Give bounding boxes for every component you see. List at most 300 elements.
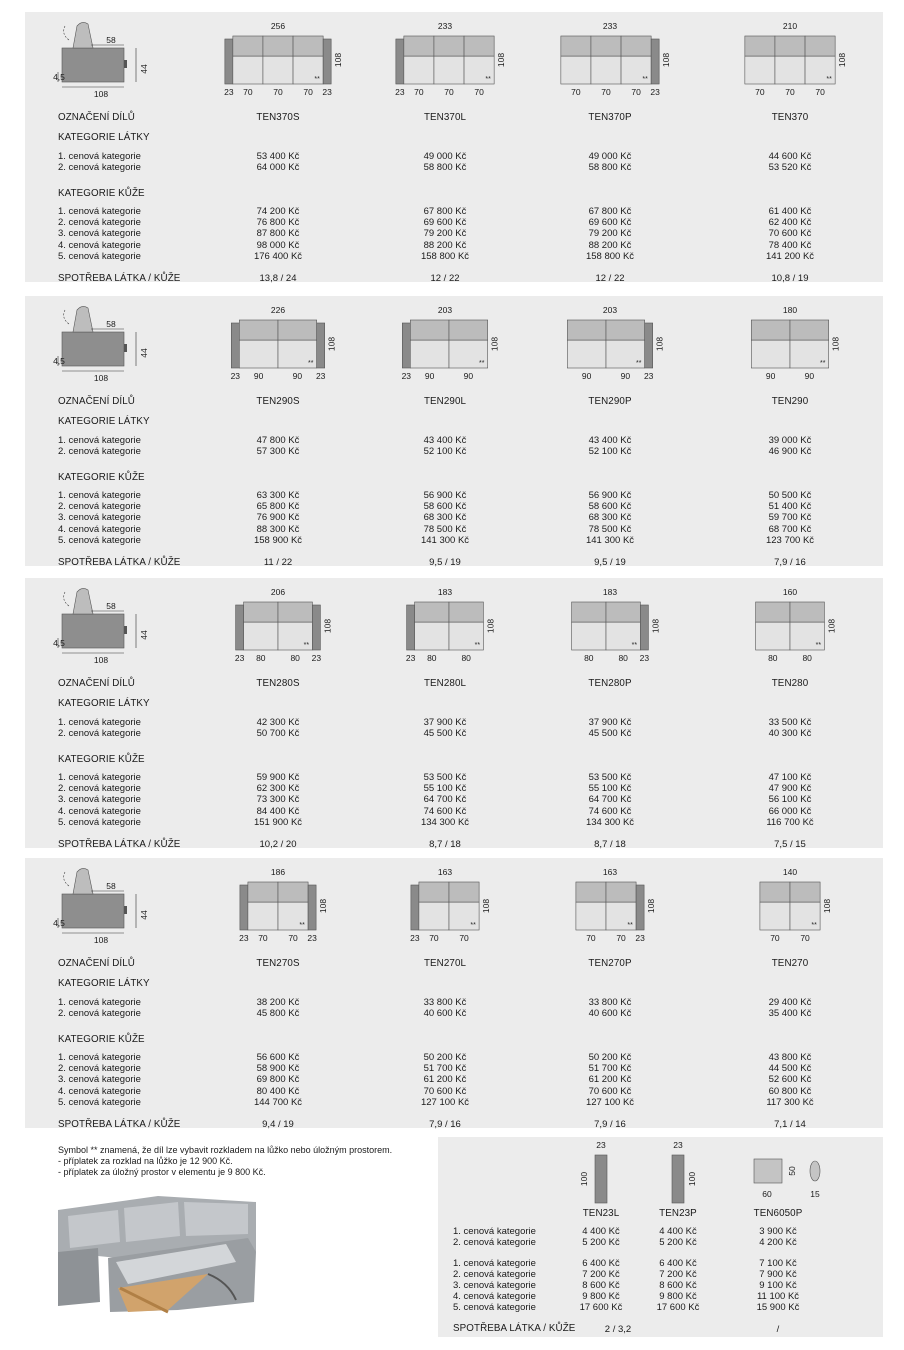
leather-price: 68 700 Kč: [768, 523, 812, 535]
sofa-width-label: 233: [437, 21, 453, 31]
leather-price: 69 600 Kč: [588, 217, 632, 229]
accessory-height-label: 100: [687, 1171, 697, 1187]
leather-price: 56 900 Kč: [423, 490, 467, 501]
seat-cushion: [248, 902, 278, 930]
leather-price: 69 800 Kč: [256, 1074, 300, 1086]
sofa-dimension-label: 90: [292, 371, 303, 381]
leather-price: 88 200 Kč: [423, 239, 467, 251]
fabric-price: 33 800 Kč: [423, 997, 467, 1008]
fabric-price: 35 400 Kč: [768, 1008, 812, 1019]
leather-price: 11 100 Kč: [756, 1291, 800, 1302]
leather-price: 70 600 Kč: [588, 1085, 632, 1097]
profile-seat-shape: [62, 332, 124, 366]
sofa-dimension-label: 80: [427, 653, 437, 663]
seat-cushion: [410, 340, 449, 368]
footnote-line: Symbol ** znamená, že díl lze vybavit rozkladem na lůžko nebo úložným prostorem.: [58, 1145, 393, 1155]
sofa-dimension-label: 70: [770, 933, 780, 943]
leather-price: 70 600 Kč: [423, 1085, 467, 1097]
leather-price: 158 800 Kč: [420, 250, 470, 262]
leather-price: 134 300 Kč: [585, 816, 635, 828]
fabric-price: 44 600 Kč: [768, 151, 812, 162]
model-code: TEN370S: [256, 112, 300, 123]
panel-diagrams: [25, 858, 883, 968]
sofa-dimension-label: 23: [239, 933, 249, 943]
bed-storage-symbol: **: [485, 76, 491, 83]
sofa-profile-diagram: [58, 868, 136, 933]
price-category-label: 4. cenová kategorie: [58, 523, 141, 535]
fabric-price: 3 900 Kč: [759, 1226, 797, 1237]
model-code: TEN280P: [588, 678, 632, 689]
leather-price: 116 700 Kč: [766, 816, 814, 828]
sofa-top-view-ten290: [751, 320, 828, 368]
leather-price: 53 500 Kč: [423, 772, 467, 783]
bed-storage-symbol: **: [299, 922, 305, 929]
sofa-dimension-label: 80: [618, 653, 628, 663]
leather-price: 58 900 Kč: [256, 1063, 300, 1075]
bed-storage-symbol: **: [470, 922, 476, 929]
sofa-width-label: 226: [270, 305, 286, 315]
armrest-right: [317, 323, 325, 368]
fabric-category-heading: KATEGORIE LÁTKY: [58, 978, 150, 989]
sofa-top-view-ten280p: [572, 602, 649, 650]
profile-headrest-shape: [73, 868, 93, 894]
model-code: TEN280: [771, 678, 809, 689]
profile-joint-mark: [124, 906, 127, 914]
profile-depth-label: 58: [106, 35, 116, 45]
armrest-element-shape: [595, 1155, 607, 1203]
consumption-value: 10,8 / 19: [771, 273, 809, 284]
fabric-price: 29 400 Kč: [768, 997, 812, 1008]
bed-storage-symbol: **: [811, 922, 817, 929]
price-category-label: 2. cenová kategorie: [58, 1008, 141, 1019]
armrest-left: [402, 323, 410, 368]
leather-price: 158 900 Kč: [253, 534, 303, 546]
price-category-label: 5. cenová kategorie: [58, 534, 141, 546]
fabric-category-heading: KATEGORIE LÁTKY: [58, 698, 150, 709]
sofa-dimension-label: 80: [802, 653, 812, 663]
sofa-width-label: 183: [437, 587, 453, 597]
armrest-right: [308, 885, 316, 930]
sofa-dimension-label: 90: [424, 371, 435, 381]
fabric-price: 58 800 Kč: [588, 162, 632, 173]
leather-category-heading: KATEGORIE KŮŽE: [58, 1034, 145, 1045]
profile-seat-label: 4,5: [53, 72, 65, 82]
bed-storage-symbol: **: [826, 76, 832, 83]
sofa-width-label: 206: [270, 587, 286, 597]
seat-cushion: [572, 622, 606, 650]
consumption-value: 7,5 / 15: [774, 839, 806, 850]
sofa-depth-label: 108: [318, 898, 329, 914]
backrest-cushion: [621, 36, 651, 56]
consumption-label: SPOTŘEBA LÁTKA / KŮŽE: [58, 1119, 181, 1130]
consumption-value: 9,5 / 19: [594, 557, 626, 568]
seat-cushion: [591, 56, 621, 84]
leather-price: 53 500 Kč: [588, 772, 632, 783]
sofa-depth-label: 108: [489, 336, 500, 352]
backrest-cushion: [278, 602, 312, 622]
armrest-right: [640, 605, 648, 650]
backrest-cushion: [248, 882, 278, 902]
leather-price: 68 300 Kč: [423, 512, 467, 524]
backrest-cushion: [576, 882, 606, 902]
sofa-width-label: 183: [602, 587, 618, 597]
leather-price: 68 300 Kč: [588, 512, 632, 524]
armrest-right: [636, 885, 644, 930]
model-code: TEN290P: [588, 396, 632, 407]
backrest-cushion: [244, 602, 278, 622]
consumption-value: 9,4 / 19: [262, 1119, 294, 1130]
sofa-dimension-label: 70: [586, 933, 596, 943]
sofa-dimension-label: 90: [253, 371, 264, 381]
backrest-cushion: [790, 602, 824, 622]
sofa-dimension-label: 70: [800, 933, 810, 943]
seat-cushion: [419, 902, 449, 930]
model-code: TEN290: [771, 396, 809, 407]
leather-price: 123 700 Kč: [765, 534, 815, 546]
leather-price: 58 600 Kč: [423, 501, 467, 513]
sofa-dimension-label: 23: [311, 653, 322, 663]
sofa-dimension-label: 90: [765, 371, 776, 381]
leather-price: 176 400 Kč: [253, 250, 303, 262]
profile-length-label: 108: [93, 935, 109, 945]
leather-price: 43 800 Kč: [768, 1052, 812, 1063]
fabric-price: 40 300 Kč: [768, 728, 812, 739]
sofa-dimension-label: 90: [620, 371, 631, 381]
sofa-depth-label: 108: [650, 618, 661, 634]
sofa-dimension-label: 23: [643, 371, 654, 381]
model-panel: [25, 578, 883, 848]
accessory-height-label: 100: [579, 1171, 589, 1187]
consumption-value: 10,2 / 20: [259, 839, 297, 850]
sofa-depth-label: 108: [485, 618, 496, 634]
profile-height-label: 44: [139, 630, 149, 640]
seat-cushion: [233, 56, 263, 84]
fabric-price: 4 200 Kč: [759, 1237, 797, 1248]
sofa-dimension-label: 23: [401, 371, 412, 381]
leather-price: 58 600 Kč: [588, 501, 632, 513]
panel-diagrams: [25, 12, 883, 122]
leather-price: 7 200 Kč: [582, 1269, 620, 1280]
sofa-dimension-label: 70: [459, 933, 469, 943]
consumption-value: 9,5 / 19: [429, 557, 461, 568]
profile-length-label: 108: [93, 89, 109, 99]
armrest-left: [396, 39, 404, 84]
sofa-top-view-ten270p: [576, 882, 644, 930]
model-panel: [25, 12, 883, 282]
sofa-width-label: 203: [437, 305, 453, 315]
price-category-label: 3. cenová kategorie: [58, 228, 141, 240]
table-element-shape: [754, 1159, 782, 1183]
leather-price: 55 100 Kč: [588, 783, 632, 795]
price-category-label: 4. cenová kategorie: [58, 239, 141, 251]
leather-price: 61 200 Kč: [588, 1074, 632, 1086]
bed-storage-symbol: **: [478, 360, 485, 367]
price-category-label: 2. cenová kategorie: [58, 783, 141, 795]
consumption-value: 13,8 / 24: [259, 273, 297, 284]
sofa-depth-label: 108: [661, 52, 672, 68]
leather-price: 144 700 Kč: [253, 1096, 303, 1108]
price-category-label: 4. cenová kategorie: [453, 1291, 536, 1302]
leather-price: 51 400 Kč: [768, 501, 812, 513]
leather-price: 56 900 Kč: [588, 490, 632, 501]
fabric-price: 5 200 Kč: [659, 1237, 697, 1248]
backrest-cushion: [591, 36, 621, 56]
sofa-dimension-label: 80: [768, 653, 778, 663]
bed-storage-symbol: **: [815, 642, 822, 649]
sofa-depth-label: 108: [826, 618, 837, 634]
model-code: TEN270S: [256, 958, 300, 969]
backrest-cushion: [464, 36, 494, 56]
backrest-cushion: [805, 36, 835, 56]
profile-joint-mark: [124, 626, 127, 634]
sofa-dimension-label: 23: [395, 87, 405, 97]
model-panel: [25, 858, 883, 1128]
profile-seat-shape: [62, 48, 124, 82]
model-code: TEN290S: [256, 396, 300, 407]
profile-depth-label: 58: [106, 319, 116, 329]
designation-label: OZNAČENÍ DÍLŮ: [58, 678, 135, 689]
recline-arc-icon: [64, 592, 69, 606]
leather-price: 158 800 Kč: [585, 250, 635, 262]
sofa-depth-label: 108: [654, 336, 665, 352]
sofa-top-view-ten370: [745, 36, 835, 84]
price-category-label: 2. cenová kategorie: [453, 1269, 536, 1280]
sofa-dimension-label: 70: [258, 933, 268, 943]
leather-price: 127 100 Kč: [420, 1096, 470, 1108]
sofa-dimension-label: 23: [230, 371, 241, 381]
leather-price: 74 600 Kč: [423, 805, 467, 817]
leather-price: 64 700 Kč: [588, 794, 632, 806]
fabric-price: 39 000 Kč: [768, 435, 812, 446]
price-category-label: 1. cenová kategorie: [453, 1258, 536, 1269]
sofa-width-label: 256: [270, 21, 286, 31]
profile-seat-shape: [62, 894, 124, 928]
sofa-top-view-ten270l: [411, 882, 479, 930]
backrest-cushion: [278, 882, 308, 902]
leather-price: 76 800 Kč: [256, 217, 300, 229]
leather-price: 56 100 Kč: [768, 794, 812, 806]
backrest-cushion: [415, 602, 449, 622]
sofa-width-label: 163: [602, 867, 618, 877]
leather-price: 141 200 Kč: [765, 250, 815, 262]
leather-price: 6 400 Kč: [582, 1258, 620, 1269]
leather-price: 17 600 Kč: [579, 1302, 623, 1313]
leather-category-heading: KATEGORIE KŮŽE: [58, 472, 145, 483]
leather-price: 76 900 Kč: [256, 512, 300, 524]
leather-price: 84 400 Kč: [256, 805, 300, 817]
price-category-label: 1. cenová kategorie: [58, 772, 141, 783]
price-category-label: 1. cenová kategorie: [58, 717, 141, 728]
fabric-price: 5 200 Kč: [582, 1237, 620, 1248]
seat-cushion: [561, 56, 591, 84]
leather-category-heading: KATEGORIE KŮŽE: [58, 754, 145, 765]
fabric-price: 43 400 Kč: [588, 435, 632, 446]
model-code: TEN370P: [588, 112, 632, 123]
fabric-price: 42 300 Kč: [256, 717, 300, 728]
profile-headrest-shape: [73, 22, 93, 48]
leather-price: 52 600 Kč: [768, 1074, 812, 1086]
profile-length-label: 108: [93, 655, 109, 665]
sofa-top-view-ten370s: [225, 36, 331, 84]
footnote-line: - příplatek za rozklad na lůžko je 12 900 Kč.: [58, 1156, 233, 1166]
price-category-label: 2. cenová kategorie: [58, 217, 141, 229]
fabric-price: 53 400 Kč: [256, 151, 300, 162]
leather-price: 62 400 Kč: [768, 217, 812, 229]
bed-storage-symbol: **: [303, 642, 310, 649]
bed-storage-symbol: **: [314, 76, 320, 83]
seat-cushion: [404, 56, 434, 84]
sofa-depth-label: 108: [830, 336, 841, 352]
panel-diagrams: [25, 578, 883, 688]
consumption-value: 11 / 22: [263, 557, 293, 568]
recline-arc-icon: [64, 26, 69, 40]
recline-arc-icon: [64, 872, 69, 886]
leather-price: 15 900 Kč: [756, 1302, 800, 1313]
accessory-code: TEN23L: [582, 1208, 620, 1219]
sofa-depth-label: 108: [481, 898, 492, 914]
armrest-left: [231, 323, 239, 368]
leather-price: 134 300 Kč: [420, 816, 470, 828]
armrest-right: [312, 605, 320, 650]
leather-price: 64 700 Kč: [423, 794, 467, 806]
sofa-dimension-label: 23: [234, 653, 245, 663]
price-category-label: 3. cenová kategorie: [58, 512, 141, 524]
seat-cushion: [751, 340, 790, 368]
model-code: TEN270: [771, 958, 809, 969]
backrest-cushion: [606, 602, 640, 622]
leather-price: 79 200 Kč: [588, 228, 632, 240]
armrest-left: [411, 885, 419, 930]
sofa-dimension-label: 70: [273, 87, 283, 97]
accessory-extra-label: 15: [810, 1189, 820, 1199]
price-category-label: 3. cenová kategorie: [58, 794, 141, 806]
model-code: TEN270P: [588, 958, 632, 969]
seat-cushion: [434, 56, 464, 84]
leather-price: 51 700 Kč: [423, 1063, 467, 1075]
bed-storage-symbol: **: [627, 922, 633, 929]
sofa-depth-label: 108: [326, 336, 337, 352]
leather-price: 44 500 Kč: [768, 1063, 812, 1075]
backrest-cushion: [606, 882, 636, 902]
sofa-width-label: 210: [782, 21, 798, 31]
leather-price: 63 300 Kč: [256, 490, 300, 501]
leather-price: 69 600 Kč: [423, 217, 467, 229]
price-category-label: 5. cenová kategorie: [58, 1096, 141, 1108]
sofa-bed-photo: [58, 1192, 256, 1316]
leather-price: 6 400 Kč: [659, 1258, 697, 1269]
leather-price: 8 600 Kč: [582, 1280, 620, 1291]
fabric-price: 45 500 Kč: [423, 728, 467, 739]
fabric-price: 4 400 Kč: [659, 1226, 697, 1237]
price-category-label: 1. cenová kategorie: [453, 1226, 536, 1237]
consumption-value: 7,1 / 14: [774, 1119, 806, 1130]
sofa-top-view-ten370p: [561, 36, 659, 84]
sofa-top-view-ten290l: [402, 320, 487, 368]
bed-storage-symbol: **: [631, 642, 638, 649]
fabric-price: 52 100 Kč: [423, 446, 467, 457]
footnote: [58, 1145, 392, 1178]
sofa-profile-diagram: [58, 22, 136, 87]
price-category-label: 3. cenová kategorie: [453, 1280, 536, 1291]
leather-price: 67 800 Kč: [423, 206, 467, 217]
seat-cushion: [760, 902, 790, 930]
accessory-width-label: 23: [596, 1140, 606, 1150]
sofa-dimension-label: 70: [243, 87, 253, 97]
fabric-price: 40 600 Kč: [423, 1008, 467, 1019]
leather-price: 88 200 Kč: [588, 239, 632, 251]
seat-cushion: [775, 56, 805, 84]
sofa-dimension-label: 70: [815, 87, 825, 97]
bed-storage-symbol: **: [642, 76, 648, 83]
profile-joint-mark: [124, 344, 127, 352]
consumption-value: 2 / 3,2: [604, 1324, 632, 1335]
sofa-dimension-label: 70: [288, 933, 298, 943]
leather-price: 98 000 Kč: [256, 239, 300, 251]
consumption-label: SPOTŘEBA LÁTKA / KŮŽE: [453, 1323, 576, 1334]
sofa-top-view-ten370l: [396, 36, 494, 84]
fabric-price: 43 400 Kč: [423, 435, 467, 446]
model-code: TEN270L: [423, 958, 467, 969]
fabric-price: 37 900 Kč: [423, 717, 467, 728]
sofa-dimension-label: 23: [315, 371, 326, 381]
consumption-value: 12 / 22: [430, 273, 460, 284]
consumption-value: 8,7 / 18: [594, 839, 626, 850]
leather-price: 80 400 Kč: [256, 1085, 300, 1097]
fabric-price: 47 800 Kč: [256, 435, 300, 446]
consumption-value: 7,9 / 16: [774, 557, 806, 568]
sofa-dimension-label: 70: [755, 87, 765, 97]
leather-price: 88 300 Kč: [256, 523, 300, 535]
panel-diagrams: [25, 296, 883, 406]
armrest-right: [645, 323, 653, 368]
accessory-diagrams: [438, 1137, 883, 1217]
bed-storage-symbol: **: [635, 360, 642, 367]
backrest-cushion: [434, 36, 464, 56]
seat-cushion: [263, 56, 293, 84]
profile-headrest-shape: [73, 306, 93, 332]
profile-seat-label: 4,5: [53, 918, 65, 928]
backrest-cushion: [756, 602, 790, 622]
accessory-width-label: 23: [673, 1140, 683, 1150]
model-code: TEN280L: [423, 678, 467, 689]
consumption-value: 12 / 22: [595, 273, 625, 284]
price-category-label: 5. cenová kategorie: [58, 250, 141, 262]
backrest-cushion: [745, 36, 775, 56]
profile-seat-label: 4,5: [53, 356, 65, 366]
sofa-depth-label: 108: [646, 898, 657, 914]
leather-price: 47 100 Kč: [768, 772, 812, 783]
profile-height-label: 44: [139, 64, 149, 74]
armrest-left: [225, 39, 233, 84]
leather-price: 78 500 Kč: [588, 523, 632, 535]
leather-price: 78 400 Kč: [768, 239, 812, 251]
leather-price: 47 900 Kč: [768, 783, 812, 795]
price-category-label: 4. cenová kategorie: [58, 805, 141, 817]
leather-price: 141 300 Kč: [420, 534, 470, 546]
backrest-cushion: [775, 36, 805, 56]
fabric-category-heading: KATEGORIE LÁTKY: [58, 132, 150, 143]
leather-price: 67 800 Kč: [588, 206, 632, 217]
fabric-price: 4 400 Kč: [582, 1226, 620, 1237]
profile-depth-label: 58: [106, 881, 116, 891]
armrest-element-shape: [672, 1155, 684, 1203]
accessory-code: TEN6050P: [753, 1208, 803, 1219]
fabric-price: 52 100 Kč: [588, 446, 632, 457]
sofa-width-label: 140: [782, 867, 798, 877]
sofa-dimension-label: 23: [405, 653, 416, 663]
sofa-dimension-label: 70: [414, 87, 424, 97]
sofa-dimension-label: 23: [410, 933, 420, 943]
